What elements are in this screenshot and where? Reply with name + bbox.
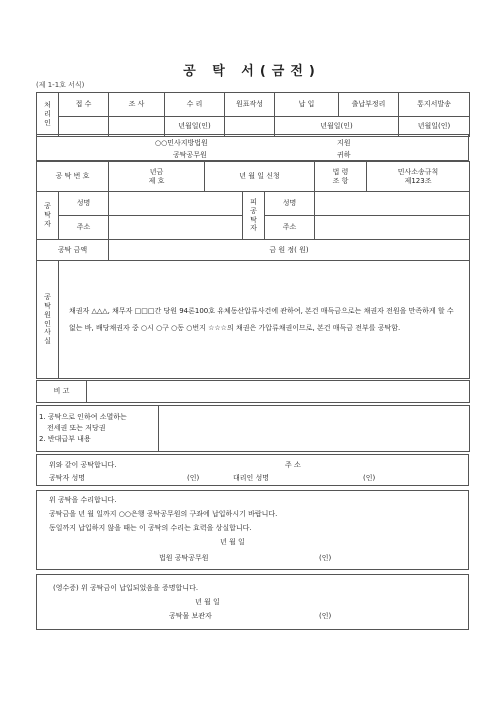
remarks-table: [36, 380, 470, 403]
header-acceptance: 수 리: [165, 93, 225, 117]
extinguish-table: [36, 405, 470, 452]
depositor-name-label: 성명: [59, 192, 109, 216]
depositor-address-label: 주소: [59, 216, 109, 240]
apply-date-cell: 년 월 일 신청: [205, 162, 315, 192]
remarks-field: [87, 381, 470, 403]
law-value: 민사소송규칙 제123조: [367, 162, 470, 192]
depositor-name-field: [109, 192, 243, 216]
payee-name-label: 성명: [265, 192, 315, 216]
processing-table: [36, 92, 470, 137]
header-ledger: 원표작성: [225, 93, 275, 117]
header-receipt: 접 수: [59, 93, 109, 117]
date-cell-acceptance: 년월일(인): [165, 117, 225, 137]
depositor-label: 공 탁 자: [37, 192, 59, 240]
form-number: (제 1-1호 서식): [36, 81, 85, 89]
law-label: 법 령 조 항: [315, 162, 367, 192]
acceptance-section: 위 공탁을 수리합니다. 공탁금을 년 월 일까지 ○○은행 공탁공무원의 구좌에 납입하시기 바랍니다. 동일까지 납입하지 않을 때는 이 공탁의 수리는 효력을 상실합니다. 년 월 일 법원 공탁공무원 (인): [36, 490, 469, 570]
header-cashbook: 출납부정리: [339, 93, 399, 117]
payee-address-field: [315, 216, 470, 240]
deposit-number-label: 공 탁 번 호: [37, 162, 109, 192]
receipt-section: (영수증) 위 공탁금이 납입되었음을 증명합니다. 년 월 일 공탁물 보관자 (인): [36, 574, 469, 630]
payee-name-field: [315, 192, 470, 216]
header-notice: 통지서발송: [399, 93, 470, 117]
payee-label: 피 공 탁 자: [243, 192, 265, 240]
court-addressee: ○○민사지방법원 지원 공탁공무원 귀하: [36, 134, 469, 161]
date-cell-notice: 년월일(인): [399, 117, 470, 137]
processor-label: 처 리 인: [37, 93, 59, 137]
extinguish-field: [159, 406, 470, 452]
applicant-declaration: 위와 같이 공탁합니다. 주 소 공탁자 성명 (인) 대리인 성명 (인): [36, 454, 469, 486]
header-investigation: 조 사: [109, 93, 165, 117]
payee-address-label: 주소: [265, 216, 315, 240]
deposit-info-table: [36, 161, 470, 379]
date-cell-payment: 년월일(인): [275, 117, 399, 137]
deposit-number-cell: 년금 제 호: [109, 162, 205, 192]
extinguish-label: 1. 공탁으로 인하여 소멸하는 전세권 또는 저당권 2. 반대급부 내용: [37, 406, 159, 452]
cause-text: 채권자 △△△, 채무자 □□□간 당원 94론100호 유체동산압류사건에 관하여, 본건 매득금으로는 채권자 전원을 만족하게 할 수 없는 바, 배당채권자 중 ○시 ○구 ○동 ○번지 ☆☆☆의 채권은 가압류채권이므로, 본건 매득금 전부를 공탁함.: [59, 261, 470, 379]
form-title: 공 탁 서(금전): [183, 64, 321, 79]
amount-label: 공탁 금액: [37, 240, 109, 261]
depositor-address-field: [109, 216, 243, 240]
remarks-label: 비 고: [37, 381, 87, 403]
amount-value: 금 원 정( 원): [109, 240, 470, 261]
cause-label: 공 탁 원 인 사 실: [37, 261, 59, 379]
header-payment: 납 입: [275, 93, 339, 117]
